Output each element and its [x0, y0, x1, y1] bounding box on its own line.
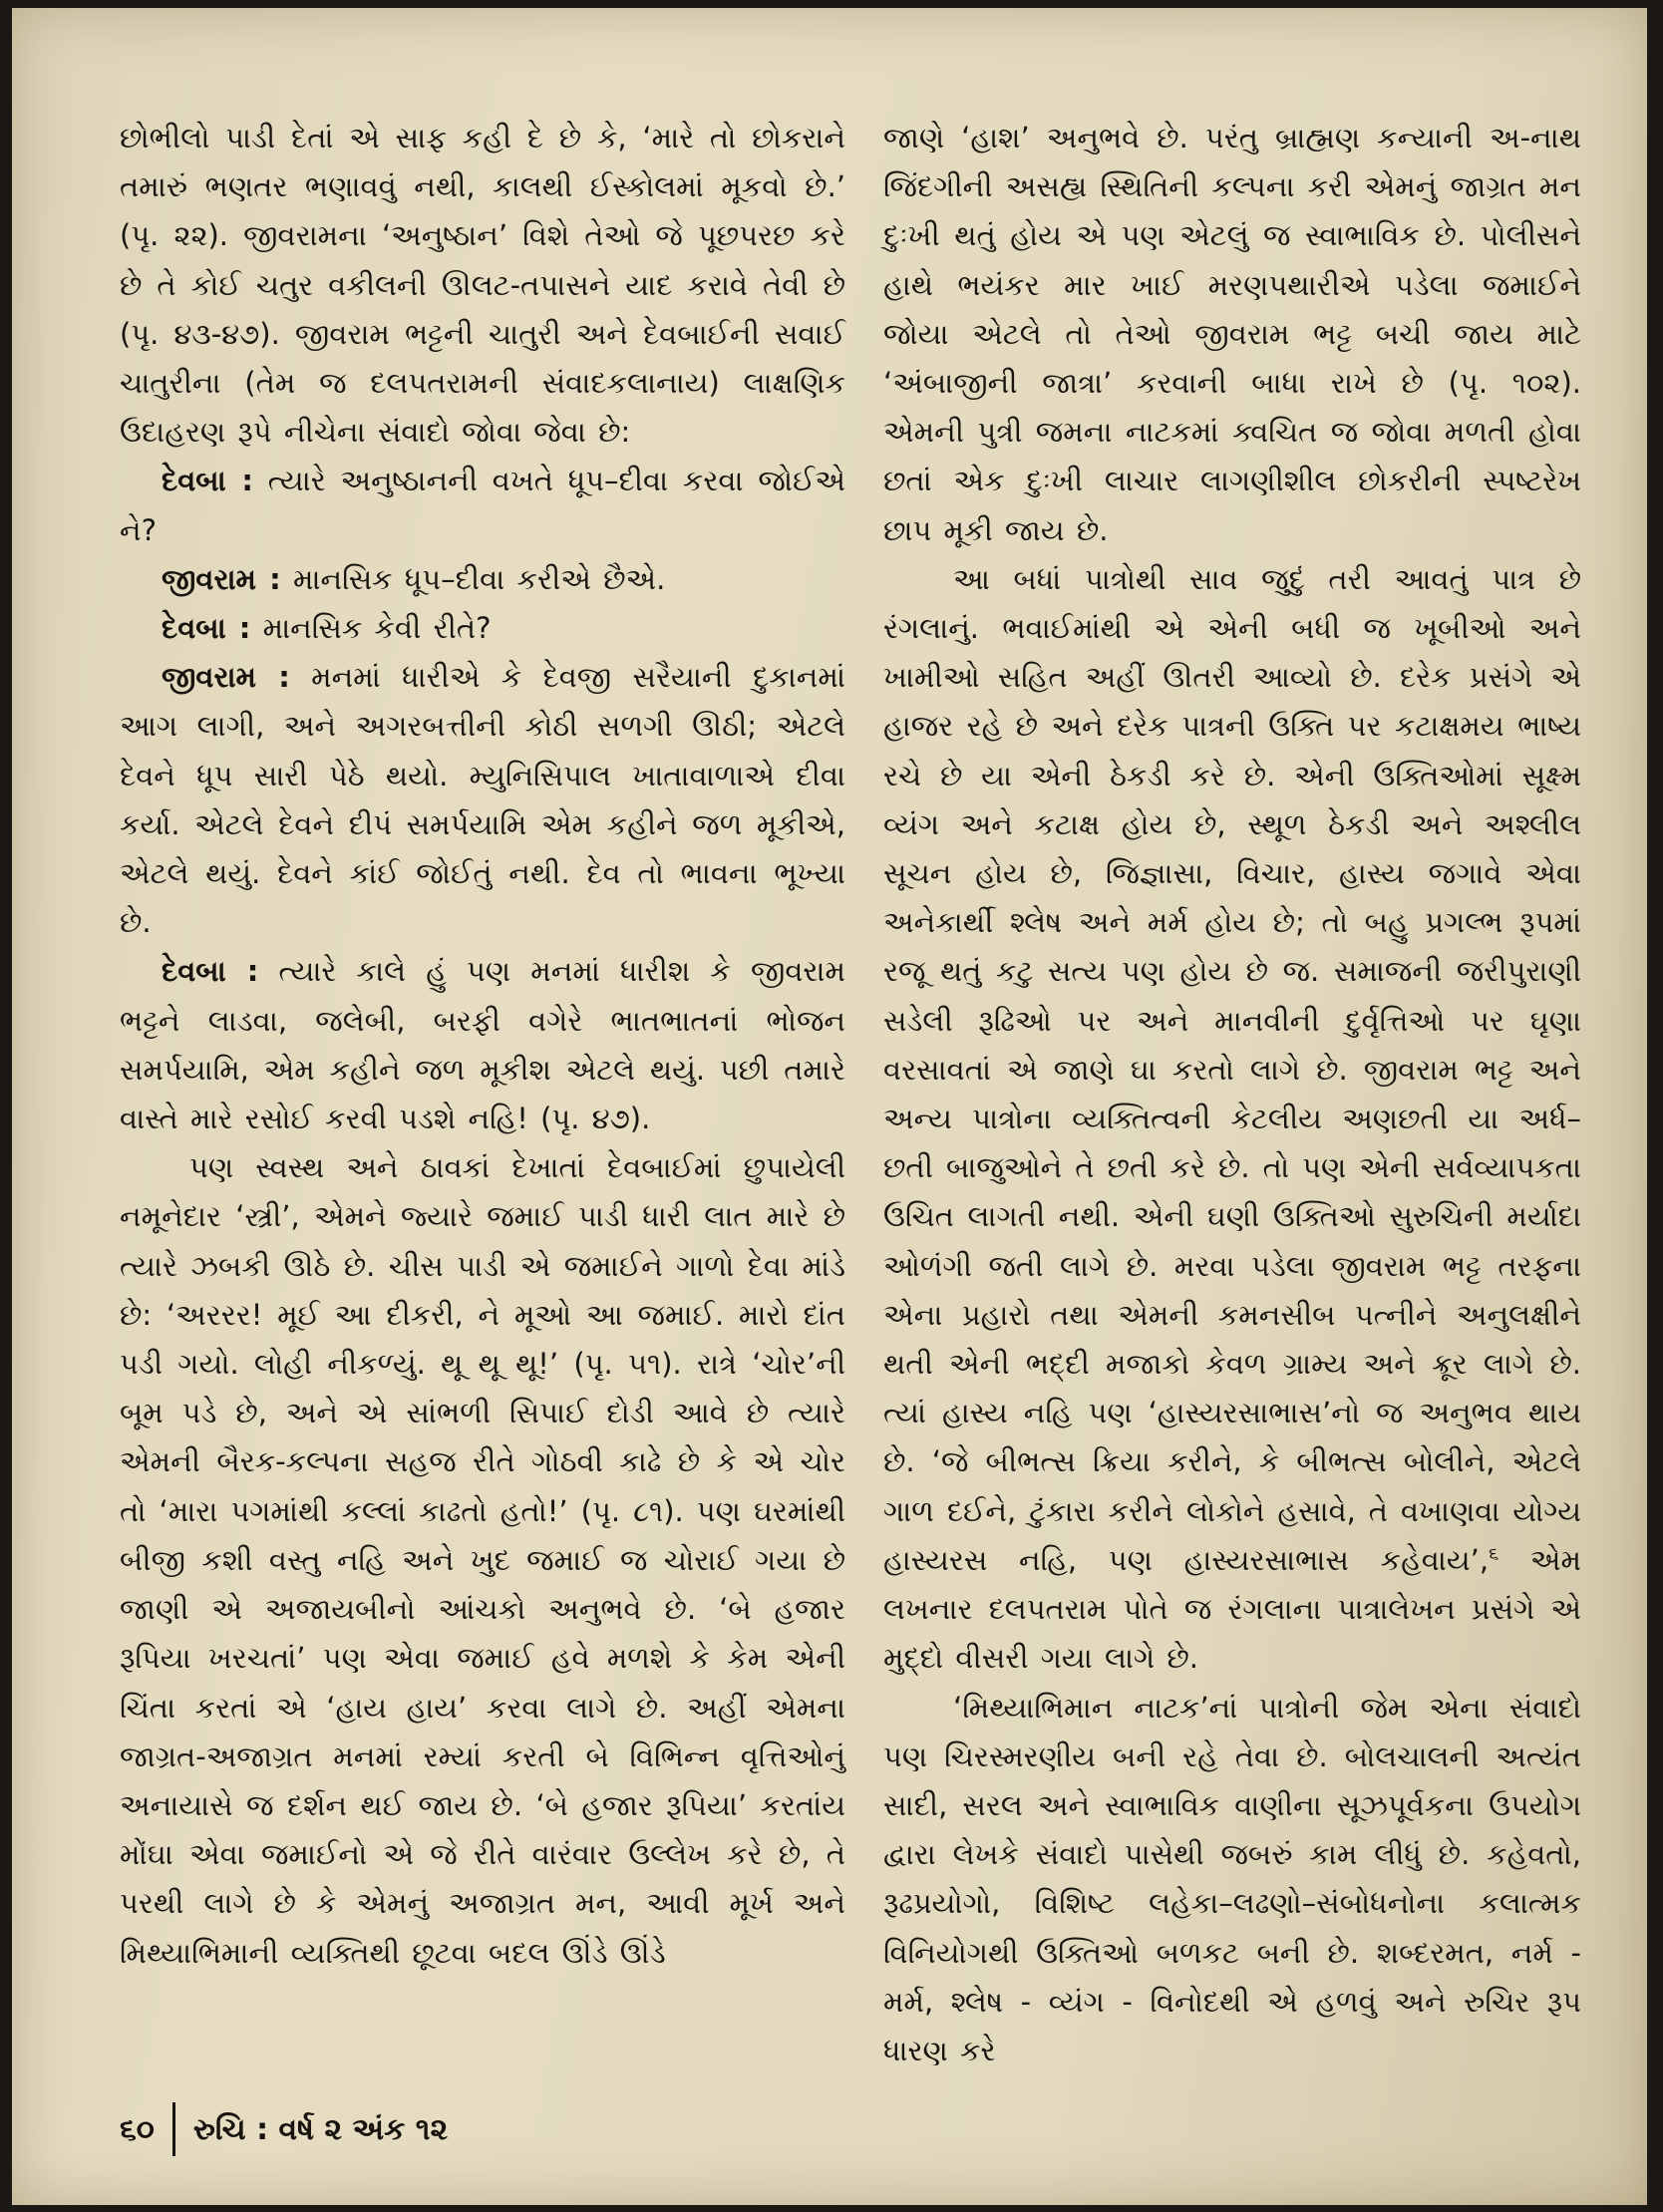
- dialogue-line-1: [120, 457, 845, 554]
- right-paragraph-2: [883, 555, 1581, 1684]
- dialogue-text: માનસિક કેવી રીતે?: [250, 611, 492, 646]
- dialogue-line-3: [120, 604, 845, 653]
- dialogue-line-2: [120, 555, 845, 604]
- left-column: [120, 114, 845, 1978]
- right-paragraph-1: જાણે ‘હાશ’ અનુભવે છે. પરંતુ બ્રાહ્મણ કન્યાની અ-નાથ જિંદગીની અસહ્ય સ્થિતિની કલ્પના કરી એમનું જાગ્રત મન દુઃખી થતું હોય એ પણ એટલું જ સ્વાભાવિક છે. પોલીસને હાથે ભયંકર માર ખાઈ મરણપથારીએ પડેલા જમાઈને જોયા એટલે તો તેઓ જીવરામ ભટ્ટ બચી જાય માટે ‘અંબાજીની જાત્રા’ કરવાની બાધા રાખે છે (પૃ. ૧૦૨). એમની પુત્રી જમના નાટકમાં ક્વચિત જ જોવા મળતી હોવા છતાં એક દુઃખી લાચાર લાગણીશીલ છોકરીની સ્પષ્ટરેખ છાપ મૂકી જાય છે.: [883, 121, 1581, 547]
- dialogue-line-4: [120, 653, 845, 947]
- left-paragraph-2: પણ સ્વસ્થ અને ઠાવકાં દેખાતાં દેવબાઈમાં છુપાયેલી નમૂનેદાર ‘સ્ત્રી’, એમને જ્યારે જમાઈ પાડી ધારી લાત મારે છે ત્યારે ઝબકી ઊઠે છે. ચીસ પાડી એ જમાઈને ગાળો દેવા માંડે છે: ‘અરરર! મૂઈ આ દીકરી, ને મૂઓ આ જમાઈ. મારો દાંત પડી ગયો. લોહી નીકળ્યું. થૂ થૂ થૂ!’ (પૃ. ૫૧). રાત્રે ‘ચોર’ની બૂમ પડે છે, અને એ સાંભળી સિપાઈ દોડી આવે છે ત્યારે એમની બૈરક-કલ્પના સહજ રીતે ગોઠવી કાઢે છે કે એ ચોર તો ‘મારા પગમાંથી કલ્લાં કાઢતો હતો!’ (પૃ. ૮૧). પણ ઘરમાંથી બીજી કશી વસ્તુ નહિ અને ખુદ જમાઈ જ ચોરાઈ ગયા છે જાણી એ અજાયબીનો આંચકો અનુભવે છે. ‘બે હજાર રૂપિયા ખરચતાં’ પણ એવા જમાઈ હવે મળશે કે કેમ એની ચિંતા કરતાં એ ‘હાય હાય’ કરવા લાગે છે. અહીં એમના જાગ્રત-અજાગ્રત મનમાં રમ્યાં કરતી બે વિભિન્ન વૃત્તિઓનું અનાયાસે જ દર્શન થઈ જાય છે. ‘બે હજાર રૂપિયા’ કરતાંય મોંઘા એવા જમાઈનો એ જે રીતે વારંવાર ઉલ્લેખ કરે છે, તે પરથી લાગે છે કે એમનું અજાગ્રત મન, આવી મૂર્ખ અને મિથ્યાભિમાની વ્યક્તિથી છૂટવા બદલ ઊંડે ઊંડે: [120, 1150, 845, 1970]
- page-footer: [120, 2099, 448, 2159]
- footnote-marker: ૬: [1489, 1543, 1499, 1565]
- dialogue-speaker: દેવબા :: [162, 464, 253, 498]
- dialogue-speaker: દેવબા :: [162, 954, 259, 989]
- dialogue-text: માનસિક ધૂપ–દીવા કરીએ છૈએ.: [280, 561, 666, 596]
- right-column: [883, 114, 1581, 2075]
- dialogue-text: ત્યારે અનુષ્ઠાનની વખતે ધૂપ–દીવા કરવા જોઈએ ને?: [120, 464, 845, 547]
- magazine-page: [12, 8, 1647, 2205]
- dialogue-speaker: દેવબા :: [162, 611, 251, 646]
- dialogue-text: મનમાં ધારીએ કે દેવજી સરૈયાની દુકાનમાં આગ લાગી, અને અગરબત્તીની કોઠી સળગી ઊઠી; એટલે દેવને ધૂપ સારી પેઠે થયો. મ્યુનિસિપાલ ખાતાવાળાએ દીવા કર્યા. એટલે દેવને દીપં સમર્પયામિ એમ કહીને જળ મૂકીએ, એટલે થયું. દેવને કાંઈ જોઈતું નથી. દેવ તો ભાવના ભૂખ્યા છે.: [120, 660, 845, 940]
- right-paragraph-2-tail: એમ લખનાર દલપતરામ પોતે જ રંગલાના પાત્રાલેખન પ્રસંગે એ મુદ્દો વીસરી ગયા લાગે છે.: [883, 1542, 1581, 1676]
- footer-divider: [172, 2102, 175, 2156]
- left-paragraph-1: છોભીલો પાડી દેતાં એ સાફ કહી દે છે કે, ‘મારે તો છોકરાને તમારું ભણતર ભણાવવું નથી, કાલથી ઈસ્કોલમાં મૂકવો છે.’ (પૃ. ૨૨). જીવરામના ‘અનુષ્ઠાન’ વિશે તેઓ જે પૂછપરછ કરે છે તે કોઈ ચતુર વકીલની ઊલટ-તપાસને યાદ કરાવે તેવી છે (પૃ. ૪૩-૪૭). જીવરામ ભટ્ટની ચાતુરી અને દેવબાઈની સવાઈ ચાતુરીના (તેમ જ દલપતરામની સંવાદકલાનાય) લાક્ષણિક ઉદાહરણ રૂપે નીચેના સંવાદો જોવા જેવા છે:: [120, 121, 845, 450]
- journal-issue: રુચિ : વર્ષ ૨ અંક ૧૨: [192, 2111, 449, 2147]
- dialogue-line-5: [120, 947, 845, 1143]
- dialogue-speaker: જીવરામ :: [162, 561, 281, 596]
- right-paragraph-2-text: આ બધાં પાત્રોથી સાવ જુદું તરી આવતું પાત્ર છે રંગલાનું. ભવાઈમાંથી એ એની બધી જ ખૂબીઓ અને ખામીઓ સહિત અહીં ઊતરી આવ્યો છે. દરેક પ્રસંગે એ હાજર રહે છે અને દરેક પાત્રની ઉક્તિ પર કટાક્ષમય ભાષ્ય રચે છે યા એની ઠેકડી કરે છે. એની ઉક્તિઓમાં સૂક્ષ્મ વ્યંગ અને કટાક્ષ હોય છે, સ્થૂળ ઠેકડી અને અશ્લીલ સૂચન હોય છે, જિજ્ઞાસા, વિચાર, હાસ્ય જગાવે એવા અનેકાર્થી શ્લેષ અને મર્મ હોય છે; તો બહુ પ્રગલ્ભ રૂપમાં રજૂ થતું કટુ સત્ય પણ હોય છે જ. સમાજની જરીપુરાણી સડેલી રૂઢિઓ પર અને માનવીની દુર્વૃત્તિઓ પર ઘૃણા વરસાવતાં એ જાણે ઘા કરતો લાગે છે. જીવરામ ભટ્ટ અને અન્ય પાત્રોના વ્યક્તિત્વની કેટલીય અણછતી યા અર્ધ–છતી બાજુઓને તે છતી કરે છે. તો પણ એની સર્વવ્યાપકતા ઉચિત લાગતી નથી. એની ઘણી ઉક્તિઓ સુરુચિની મર્યાદા ઓળંગી જતી લાગે છે. મરવા પડેલા જીવરામ ભટ્ટ તરફના એના પ્રહારો તથા એમની કમનસીબ પત્નીને અનુલક્ષીને થતી એની ભદ્દી મજાકો કેવળ ગ્રામ્ય અને ક્રૂર લાગે છે. ત્યાં હાસ્ય નહિ પણ ‘હાસ્યરસાભાસ’નો જ અનુભવ થાય છે. ‘જે બીભત્સ ક્રિયા કરીને, કે બીભત્સ બોલીને, એટલે ગાળ દઈને, ટુંકારા કરીને લોકોને હસાવે, તે વખાણવા યોગ્ય હાસ્યરસ નહિ, પણ હાસ્યરસાભાસ કહેવાય’,: [883, 561, 1581, 1577]
- page-number: ૬૦: [120, 2111, 155, 2147]
- right-paragraph-3: ‘મિથ્યાભિમાન નાટક’નાં પાત્રોની જેમ એના સંવાદો પણ ચિરસ્મરણીય બની રહે તેવા છે. બોલચાલની અત્યંત સાદી, સરલ અને સ્વાભાવિક વાણીના સૂઝપૂર્વકના ઉપયોગ દ્વારા લેખકે સંવાદો પાસેથી જબરું કામ લીધું છે. કહેવતો, રૂઢપ્રયોગો, વિશિષ્ટ લહેકા–લઢણો–સંબોધનોના કલાત્મક વિનિયોગથી ઉક્તિઓ બળકટ બની છે. શબ્દરમત, નર્મ - મર્મ, શ્લેષ - વ્યંગ - વિનોદથી એ હળવું અને રુચિર રૂપ ધારણ કરે: [883, 1690, 1581, 2067]
- dialogue-text: ત્યારે કાલે હું પણ મનમાં ધારીશ કે જીવરામ ભટ્ટને લાડવા, જલેબી, બરફી વગેરે ભાતભાતનાં ભોજન સમર્પયામિ, એમ કહીને જળ મૂકીશ એટલે થયું. પછી તમારે વાસ્તે મારે રસોઈ કરવી પડશે નહિ! (પૃ. ૪૭).: [120, 954, 845, 1136]
- dialogue-speaker: જીવરામ :: [162, 660, 290, 695]
